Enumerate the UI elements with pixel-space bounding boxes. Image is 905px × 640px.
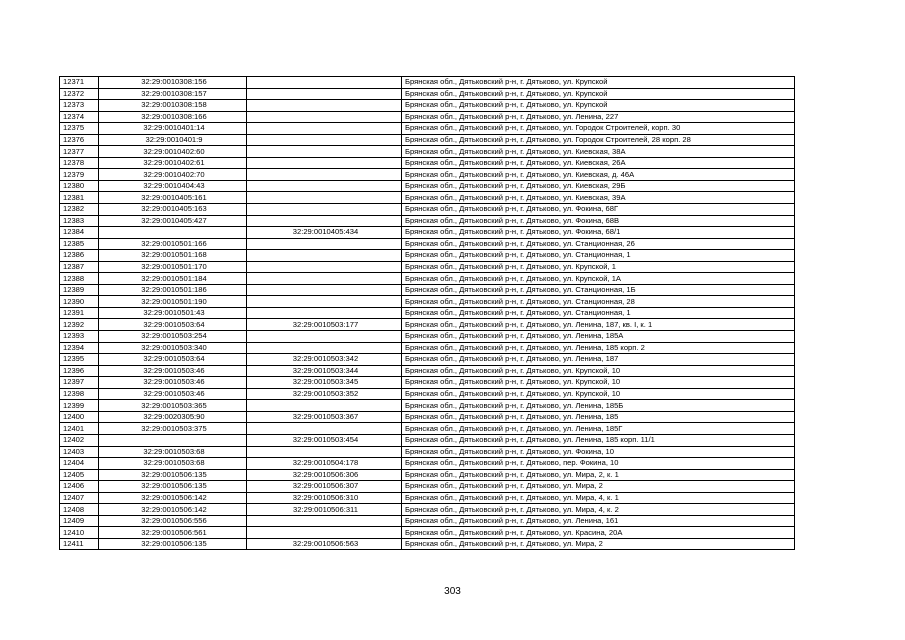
cadastral-number-cell: 32:29:0010308:157	[99, 88, 247, 100]
row-number-cell: 12377	[60, 146, 99, 158]
cadastral-number-cell: 32:29:0010506:142	[99, 504, 247, 516]
object-cadastral-number-cell	[247, 169, 402, 181]
cadastral-number-cell: 32:29:0020305:90	[99, 411, 247, 423]
address-cell: Брянская обл., Дятьковский р-н, г. Дятьково, ул. Ленина, 187, кв. I, к. 1	[402, 319, 795, 331]
address-cell: Брянская обл., Дятьковский р-н, г. Дятьково, ул. Крупской	[402, 100, 795, 112]
cadastral-number-cell: 32:29:0010503:68	[99, 446, 247, 458]
cadastral-number-cell: 32:29:0010503:68	[99, 458, 247, 470]
table-row	[60, 227, 795, 239]
address-cell: Брянская обл., Дятьковский р-н, г. Дятьково, ул. Киевская, 39А	[402, 192, 795, 204]
address-cell: Брянская обл., Дятьковский р-н, г. Дятьково, ул. Крупской, 10	[402, 365, 795, 377]
row-number-cell: 12371	[60, 77, 99, 89]
object-cadastral-number-cell	[247, 134, 402, 146]
address-cell: Брянская обл., Дятьковский р-н, г. Дятьково, ул. Городок Строителей, корп. 30	[402, 123, 795, 135]
table-row	[60, 261, 795, 273]
address-cell: Брянская обл., Дятьковский р-н, г. Дятьково, ул. Ленина, 185 корп. 11/1	[402, 434, 795, 446]
address-cell: Брянская обл., Дятьковский р-н, г. Дятьково, ул. Мира, 4, к. 1	[402, 492, 795, 504]
object-cadastral-number-cell	[247, 77, 402, 89]
object-cadastral-number-cell: 32:29:0010503:345	[247, 377, 402, 389]
cadastral-number-cell: 32:29:0010503:375	[99, 423, 247, 435]
address-cell: Брянская обл., Дятьковский р-н, г. Дятьково, ул. Крупской, 1	[402, 261, 795, 273]
object-cadastral-number-cell	[247, 146, 402, 158]
cadastral-number-cell: 32:29:0010405:161	[99, 192, 247, 204]
object-cadastral-number-cell	[247, 342, 402, 354]
cadastral-number-cell: 32:29:0010308:166	[99, 111, 247, 123]
table-row	[60, 365, 795, 377]
address-cell: Брянская обл., Дятьковский р-н, г. Дятьково, ул. Фокина, 68Г	[402, 204, 795, 216]
row-number-cell: 12384	[60, 227, 99, 239]
address-cell: Брянская обл., Дятьковский р-н, г. Дятьково, ул. Фокина, 10	[402, 446, 795, 458]
cadastral-number-cell: 32:29:0010501:166	[99, 238, 247, 250]
address-cell: Брянская обл., Дятьковский р-н, г. Дятьково, ул. Станционная, 28	[402, 296, 795, 308]
table-row	[60, 192, 795, 204]
cadastral-number-cell: 32:29:0010501:170	[99, 261, 247, 273]
object-cadastral-number-cell	[247, 273, 402, 285]
address-cell: Брянская обл., Дятьковский р-н, г. Дятьково, ул. Станционная, 1	[402, 250, 795, 262]
address-cell: Брянская обл., Дятьковский р-н, г. Дятьково, ул. Станционная, 26	[402, 238, 795, 250]
object-cadastral-number-cell	[247, 192, 402, 204]
cadastral-number-cell: 32:29:0010503:64	[99, 319, 247, 331]
object-cadastral-number-cell	[247, 204, 402, 216]
table-row	[60, 77, 795, 89]
object-cadastral-number-cell	[247, 331, 402, 343]
object-cadastral-number-cell: 32:29:0010504:178	[247, 458, 402, 470]
row-number-cell: 12382	[60, 204, 99, 216]
table-row	[60, 307, 795, 319]
cadastral-number-cell: 32:29:0010308:156	[99, 77, 247, 89]
address-cell: Брянская обл., Дятьковский р-н, г. Дятьково, ул. Мира, 2	[402, 481, 795, 493]
row-number-cell: 12388	[60, 273, 99, 285]
address-cell: Брянская обл., Дятьковский р-н, г. Дятьково, ул. Красина, 20А	[402, 527, 795, 539]
object-cadastral-number-cell: 32:29:0010506:563	[247, 538, 402, 550]
row-number-cell: 12381	[60, 192, 99, 204]
address-cell: Брянская обл., Дятьковский р-н, г. Дятьково, ул. Станционная, 1Б	[402, 284, 795, 296]
cadastral-number-cell: 32:29:0010506:135	[99, 481, 247, 493]
register-table-body	[60, 77, 795, 550]
cadastral-number-cell: 32:29:0010503:365	[99, 400, 247, 412]
table-row	[60, 204, 795, 216]
row-number-cell: 12394	[60, 342, 99, 354]
cadastral-number-cell: 32:29:0010503:46	[99, 388, 247, 400]
address-cell: Брянская обл., Дятьковский р-н, г. Дятьково, ул. Киевская, 38А	[402, 146, 795, 158]
row-number-cell: 12403	[60, 446, 99, 458]
cadastral-number-cell: 32:29:0010503:46	[99, 365, 247, 377]
address-cell: Брянская обл., Дятьковский р-н, г. Дятьково, ул. Ленина, 185 корп. 2	[402, 342, 795, 354]
table-row	[60, 134, 795, 146]
object-cadastral-number-cell: 32:29:0010405:434	[247, 227, 402, 239]
row-number-cell: 12404	[60, 458, 99, 470]
row-number-cell: 12390	[60, 296, 99, 308]
object-cadastral-number-cell	[247, 157, 402, 169]
cadastral-number-cell: 32:29:0010506:556	[99, 515, 247, 527]
table-row	[60, 111, 795, 123]
cadastral-number-cell: 32:29:0010402:60	[99, 146, 247, 158]
object-cadastral-number-cell: 32:29:0010503:367	[247, 411, 402, 423]
row-number-cell: 12379	[60, 169, 99, 181]
page-number: 303	[444, 586, 461, 597]
table-row	[60, 388, 795, 400]
cadastral-number-cell: 32:29:0010501:184	[99, 273, 247, 285]
table-row	[60, 527, 795, 539]
table-row	[60, 481, 795, 493]
object-cadastral-number-cell: 32:29:0010503:344	[247, 365, 402, 377]
address-cell: Брянская обл., Дятьковский р-н, г. Дятьково, ул. Ленина, 227	[402, 111, 795, 123]
cadastral-number-cell: 32:29:0010506:142	[99, 492, 247, 504]
row-number-cell: 12408	[60, 504, 99, 516]
cadastral-number-cell: 32:29:0010405:427	[99, 215, 247, 227]
object-cadastral-number-cell	[247, 423, 402, 435]
row-number-cell: 12389	[60, 284, 99, 296]
object-cadastral-number-cell	[247, 527, 402, 539]
address-cell: Брянская обл., Дятьковский р-н, г. Дятьково, ул. Ленина, 185Г	[402, 423, 795, 435]
row-number-cell: 12374	[60, 111, 99, 123]
row-number-cell: 12393	[60, 331, 99, 343]
cadastral-number-cell: 32:29:0010503:254	[99, 331, 247, 343]
object-cadastral-number-cell	[247, 215, 402, 227]
table-row	[60, 146, 795, 158]
object-cadastral-number-cell	[247, 400, 402, 412]
address-cell: Брянская обл., Дятьковский р-н, г. Дятьково, ул. Фокина, 68В	[402, 215, 795, 227]
row-number-cell: 12400	[60, 411, 99, 423]
address-cell: Брянская обл., Дятьковский р-н, г. Дятьково, ул. Ленина, 161	[402, 515, 795, 527]
row-number-cell: 12375	[60, 123, 99, 135]
cadastral-number-cell: 32:29:0010506:561	[99, 527, 247, 539]
table-row	[60, 458, 795, 470]
address-cell: Брянская обл., Дятьковский р-н, г. Дятьково, ул. Крупской, 10	[402, 377, 795, 389]
table-row	[60, 331, 795, 343]
object-cadastral-number-cell: 32:29:0010503:177	[247, 319, 402, 331]
row-number-cell: 12411	[60, 538, 99, 550]
cadastral-number-cell: 32:29:0010503:64	[99, 354, 247, 366]
address-cell: Брянская обл., Дятьковский р-н, г. Дятьково, ул. Крупской	[402, 77, 795, 89]
cadastral-number-cell: 32:29:0010503:340	[99, 342, 247, 354]
row-number-cell: 12392	[60, 319, 99, 331]
row-number-cell: 12373	[60, 100, 99, 112]
row-number-cell: 12372	[60, 88, 99, 100]
table-row	[60, 504, 795, 516]
table-row	[60, 273, 795, 285]
cadastral-number-cell	[99, 227, 247, 239]
address-cell: Брянская обл., Дятьковский р-н, г. Дятьково, ул. Крупской	[402, 88, 795, 100]
cadastral-number-cell: 32:29:0010501:168	[99, 250, 247, 262]
table-row	[60, 296, 795, 308]
cadastral-number-cell: 32:29:0010503:46	[99, 377, 247, 389]
address-cell: Брянская обл., Дятьковский р-н, г. Дятьково, ул. Ленина, 185А	[402, 331, 795, 343]
object-cadastral-number-cell	[247, 238, 402, 250]
row-number-cell: 12385	[60, 238, 99, 250]
object-cadastral-number-cell: 32:29:0010506:306	[247, 469, 402, 481]
cadastral-number-cell: 32:29:0010506:135	[99, 538, 247, 550]
object-cadastral-number-cell	[247, 250, 402, 262]
object-cadastral-number-cell	[247, 515, 402, 527]
object-cadastral-number-cell	[247, 123, 402, 135]
object-cadastral-number-cell	[247, 307, 402, 319]
address-cell: Брянская обл., Дятьковский р-н, г. Дятьково, ул. Мира, 2, к. 1	[402, 469, 795, 481]
table-row	[60, 342, 795, 354]
address-cell: Брянская обл., Дятьковский р-н, г. Дятьково, ул. Мира, 2	[402, 538, 795, 550]
address-cell: Брянская обл., Дятьковский р-н, г. Дятьково, ул. Крупской, 1А	[402, 273, 795, 285]
row-number-cell: 12397	[60, 377, 99, 389]
row-number-cell: 12376	[60, 134, 99, 146]
object-cadastral-number-cell: 32:29:0010503:342	[247, 354, 402, 366]
table-row	[60, 88, 795, 100]
cadastral-number-cell: 32:29:0010401:14	[99, 123, 247, 135]
table-row	[60, 354, 795, 366]
table-row	[60, 377, 795, 389]
address-cell: Брянская обл., Дятьковский р-н, г. Дятьково, ул. Ленина, 185Б	[402, 400, 795, 412]
table-row	[60, 157, 795, 169]
row-number-cell: 12402	[60, 434, 99, 446]
object-cadastral-number-cell	[247, 88, 402, 100]
cadastral-number-cell: 32:29:0010402:61	[99, 157, 247, 169]
table-row	[60, 492, 795, 504]
object-cadastral-number-cell	[247, 111, 402, 123]
register-table	[59, 76, 795, 550]
cadastral-number-cell: 32:29:0010506:135	[99, 469, 247, 481]
address-cell: Брянская обл., Дятьковский р-н, г. Дятьково, ул. Крупской, 10	[402, 388, 795, 400]
row-number-cell: 12407	[60, 492, 99, 504]
address-cell: Брянская обл., Дятьковский р-н, г. Дятьково, ул. Городок Строителей, 28 корп. 28	[402, 134, 795, 146]
address-cell: Брянская обл., Дятьковский р-н, г. Дятьково, ул. Киевская, 29Б	[402, 180, 795, 192]
object-cadastral-number-cell	[247, 180, 402, 192]
address-cell: Брянская обл., Дятьковский р-н, г. Дятьково, ул. Станционная, 1	[402, 307, 795, 319]
table-row	[60, 515, 795, 527]
object-cadastral-number-cell	[247, 446, 402, 458]
address-cell: Брянская обл., Дятьковский р-н, г. Дятьково, ул. Мира, 4, к. 2	[402, 504, 795, 516]
address-cell: Брянская обл., Дятьковский р-н, г. Дятьково, ул. Киевская, д. 46А	[402, 169, 795, 181]
table-row	[60, 434, 795, 446]
table-row	[60, 238, 795, 250]
object-cadastral-number-cell	[247, 296, 402, 308]
cadastral-number-cell: 32:29:0010405:163	[99, 204, 247, 216]
cadastral-number-cell	[99, 434, 247, 446]
row-number-cell: 12399	[60, 400, 99, 412]
table-row	[60, 100, 795, 112]
address-cell: Брянская обл., Дятьковский р-н, г. Дятьково, ул. Ленина, 187	[402, 354, 795, 366]
row-number-cell: 12398	[60, 388, 99, 400]
cadastral-number-cell: 32:29:0010501:186	[99, 284, 247, 296]
row-number-cell: 12387	[60, 261, 99, 273]
table-row	[60, 319, 795, 331]
table-row	[60, 423, 795, 435]
address-cell: Брянская обл., Дятьковский р-н, г. Дятьково, ул. Ленина, 185	[402, 411, 795, 423]
row-number-cell: 12395	[60, 354, 99, 366]
row-number-cell: 12396	[60, 365, 99, 377]
object-cadastral-number-cell: 32:29:0010506:310	[247, 492, 402, 504]
object-cadastral-number-cell: 32:29:0010503:454	[247, 434, 402, 446]
row-number-cell: 12406	[60, 481, 99, 493]
table-row	[60, 538, 795, 550]
table-row	[60, 469, 795, 481]
row-number-cell: 12383	[60, 215, 99, 227]
table-row	[60, 215, 795, 227]
row-number-cell: 12386	[60, 250, 99, 262]
row-number-cell: 12380	[60, 180, 99, 192]
row-number-cell: 12410	[60, 527, 99, 539]
cadastral-number-cell: 32:29:0010401:9	[99, 134, 247, 146]
row-number-cell: 12409	[60, 515, 99, 527]
object-cadastral-number-cell	[247, 100, 402, 112]
table-row	[60, 400, 795, 412]
table-row	[60, 250, 795, 262]
address-cell: Брянская обл., Дятьковский р-н, г. Дятьково, ул. Киевская, 26А	[402, 157, 795, 169]
table-row	[60, 123, 795, 135]
table-row	[60, 411, 795, 423]
row-number-cell: 12401	[60, 423, 99, 435]
row-number-cell: 12378	[60, 157, 99, 169]
address-cell: Брянская обл., Дятьковский р-н, г. Дятьково, пер. Фокина, 10	[402, 458, 795, 470]
object-cadastral-number-cell	[247, 261, 402, 273]
table-row	[60, 446, 795, 458]
cadastral-number-cell: 32:29:0010501:190	[99, 296, 247, 308]
row-number-cell: 12391	[60, 307, 99, 319]
table-row	[60, 284, 795, 296]
cadastral-number-cell: 32:29:0010404:43	[99, 180, 247, 192]
object-cadastral-number-cell	[247, 284, 402, 296]
cadastral-number-cell: 32:29:0010308:158	[99, 100, 247, 112]
object-cadastral-number-cell: 32:29:0010503:352	[247, 388, 402, 400]
address-cell: Брянская обл., Дятьковский р-н, г. Дятьково, ул. Фокина, 68/1	[402, 227, 795, 239]
object-cadastral-number-cell: 32:29:0010506:311	[247, 504, 402, 516]
cadastral-number-cell: 32:29:0010501:43	[99, 307, 247, 319]
cadastral-number-cell: 32:29:0010402:70	[99, 169, 247, 181]
row-number-cell: 12405	[60, 469, 99, 481]
table-row	[60, 180, 795, 192]
table-row	[60, 169, 795, 181]
object-cadastral-number-cell: 32:29:0010506:307	[247, 481, 402, 493]
